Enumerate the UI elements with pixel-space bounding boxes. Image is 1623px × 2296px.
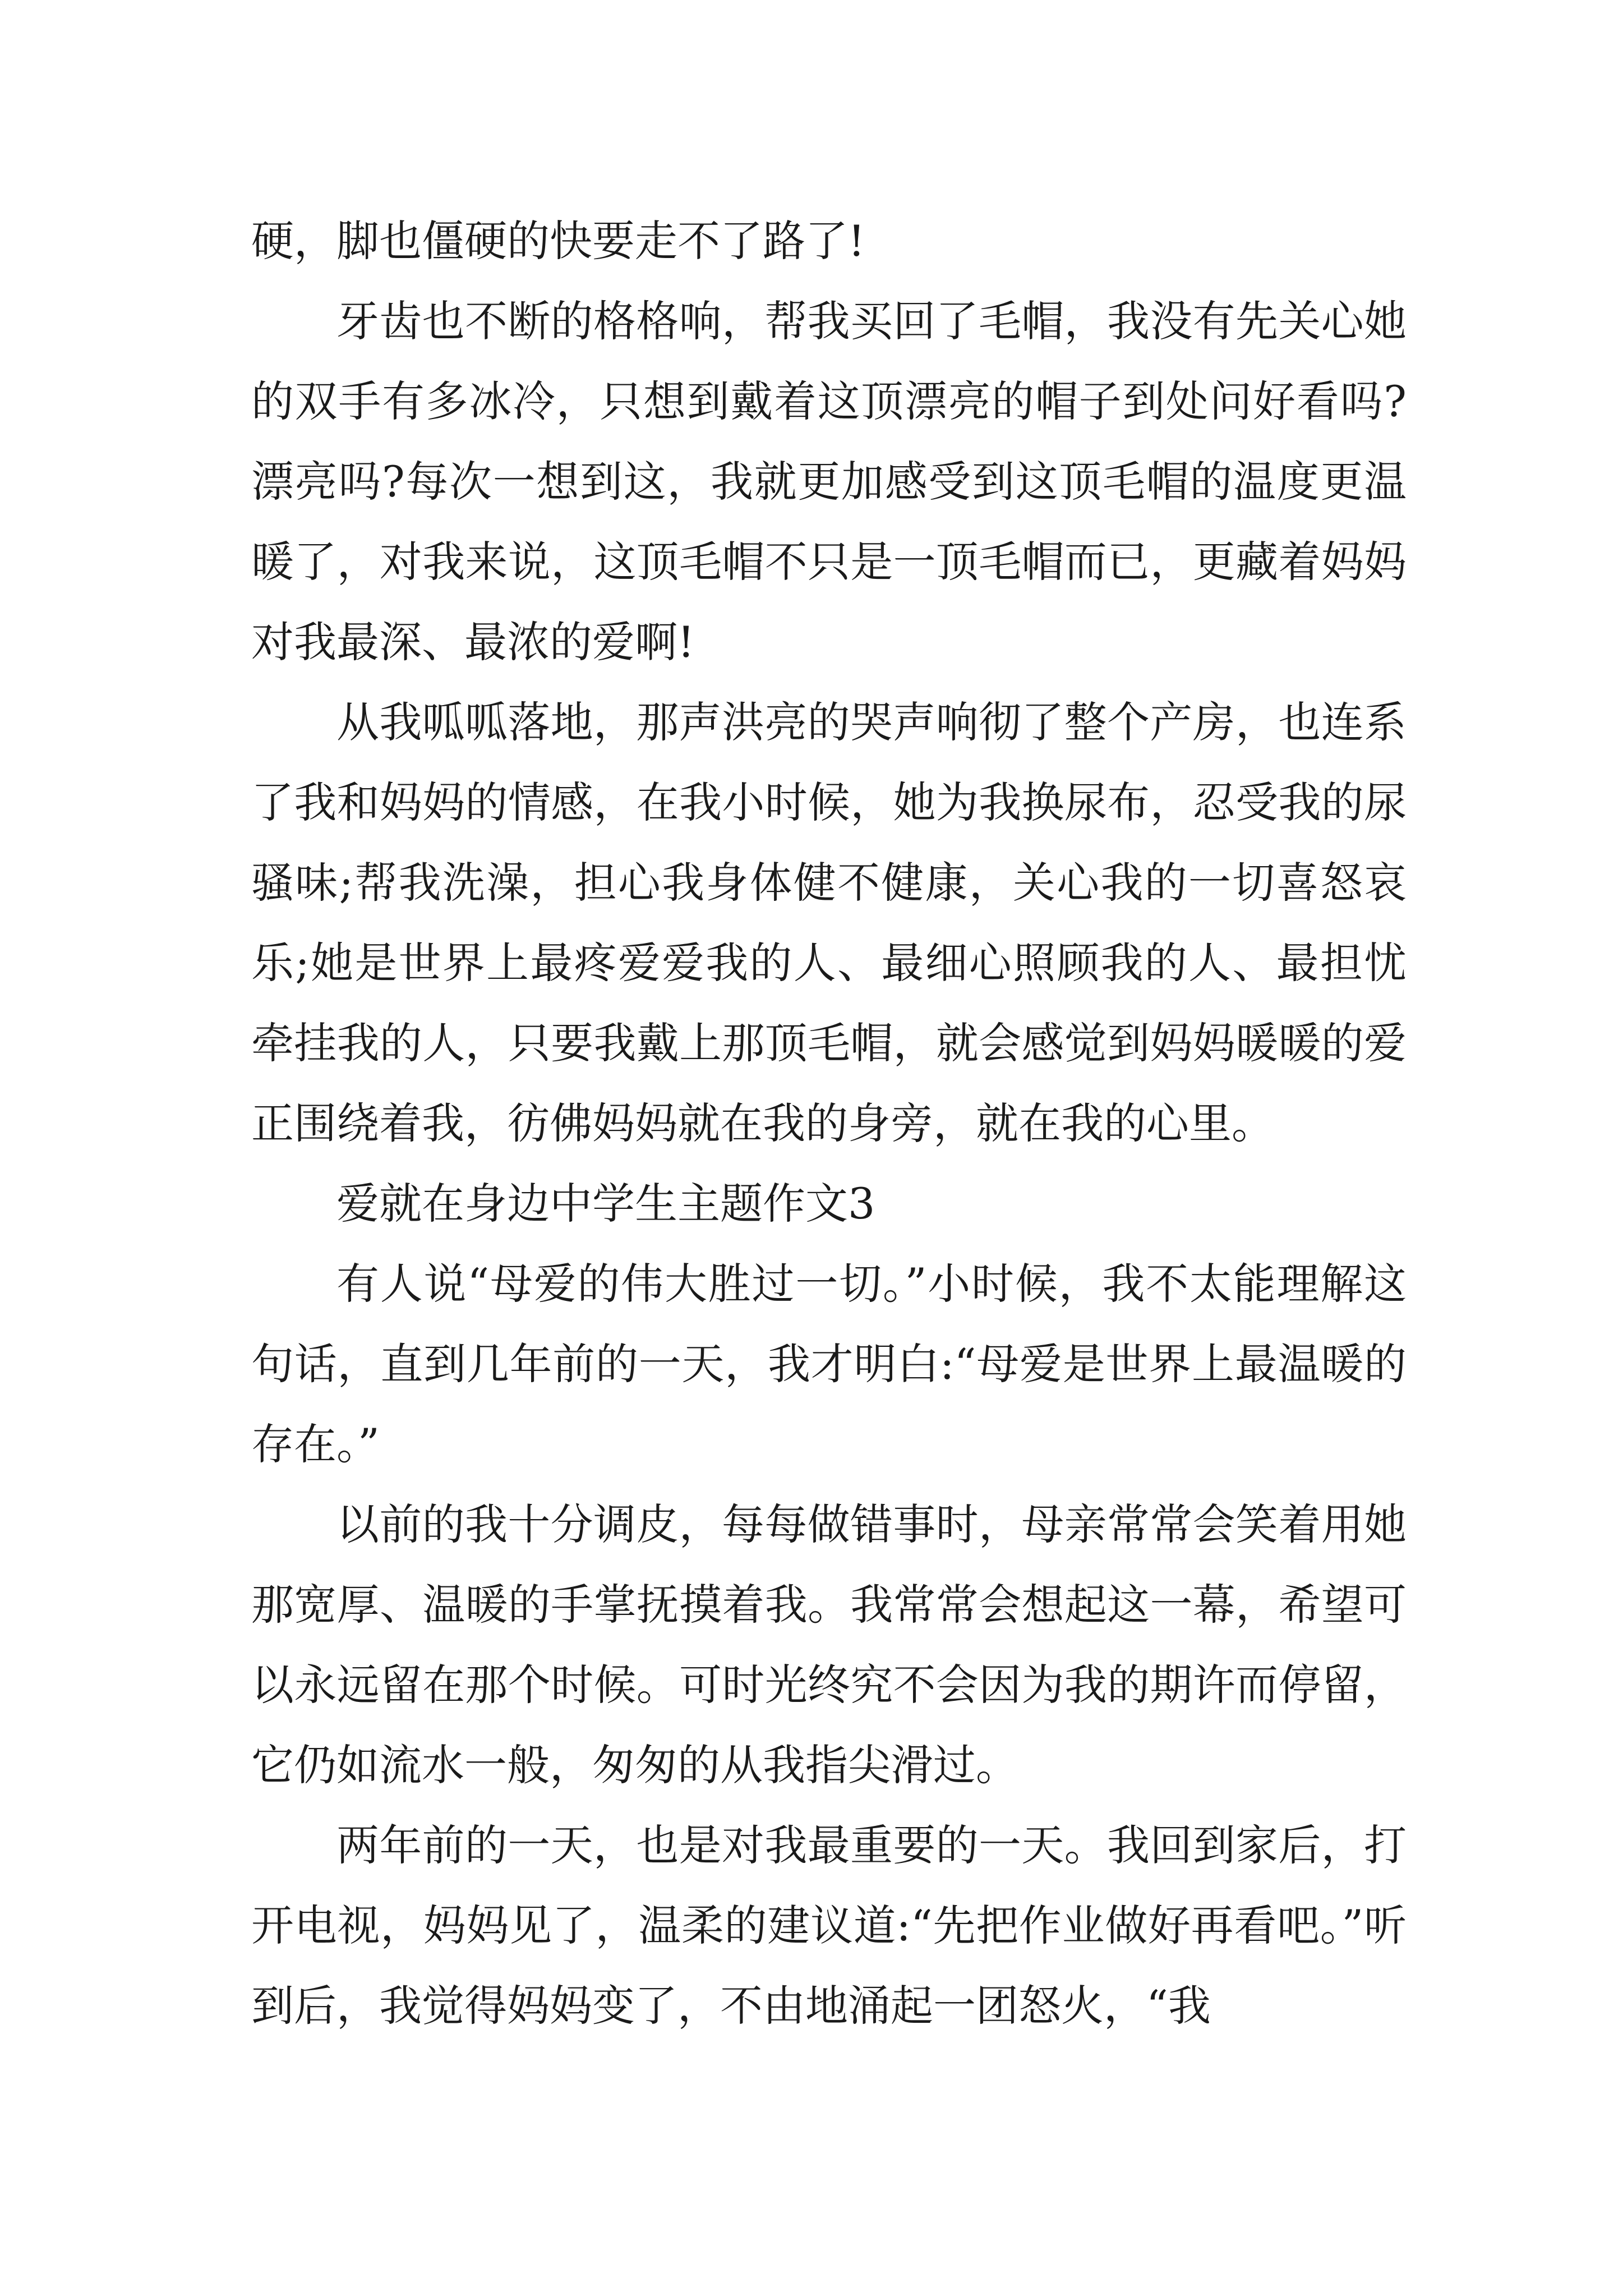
paragraph: 两年前的一天，也是对我最重要的一天。我回到家后，打开电视，妈妈见了，温柔的建议道:“先把作业做好再看吧。”听到后，我觉得妈妈变了，不由地涌起一团怒火，“我 [251,1820,1407,2031]
paragraph: 牙齿也不断的格格响，帮我买回了毛帽，我没有先关心她的双手有多冰冷，只想到戴着这顶漂亮的帽子到处问好看吗?漂亮吗?每次一想到这，我就更加感受到这顶毛帽的温度更温暖了，对我来说，这顶毛帽不只是一顶毛帽而已，更藏着妈妈对我最深、最浓的爱啊! [251,296,1407,667]
paragraph-continuation: 硬，脚也僵硬的快要走不了路了! [251,216,865,266]
paragraph: 以前的我十分调皮，每每做错事时，母亲常常会笑着用她那宽厚、温暖的手掌抚摸着我。我常常会想起这一幕，希望可以永远留在那个时候。可时光终究不会因为我的期许而停留，它仍如流水一般，匆匆的从我指尖滑过。 [251,1499,1407,1790]
essay-heading: 爱就在身边中学生主题作文3 [336,1179,875,1228]
paragraph: 从我呱呱落地，那声洪亮的哭声响彻了整个产房，也连系了我和妈妈的情感，在我小时候，她为我换尿布，忍受我的尿骚味;帮我洗澡，担心我身体健不健康，关心我的一切喜怒哀乐;她是世界上最疼爱爱我的人、最细心照顾我的人、最担忧牵挂我的人，只要我戴上那顶毛帽，就会感觉到妈妈暖暖的爱正围绕着我，彷佛妈妈就在我的身旁，就在我的心里。 [251,697,1407,1148]
paragraph: 有人说“母爱的伟大胜过一切。”小时候，我不太能理解这句话，直到几年前的一天，我才明白:“母爱是世界上最温暖的存在。” [251,1259,1407,1469]
document-body [251,201,1407,2046]
